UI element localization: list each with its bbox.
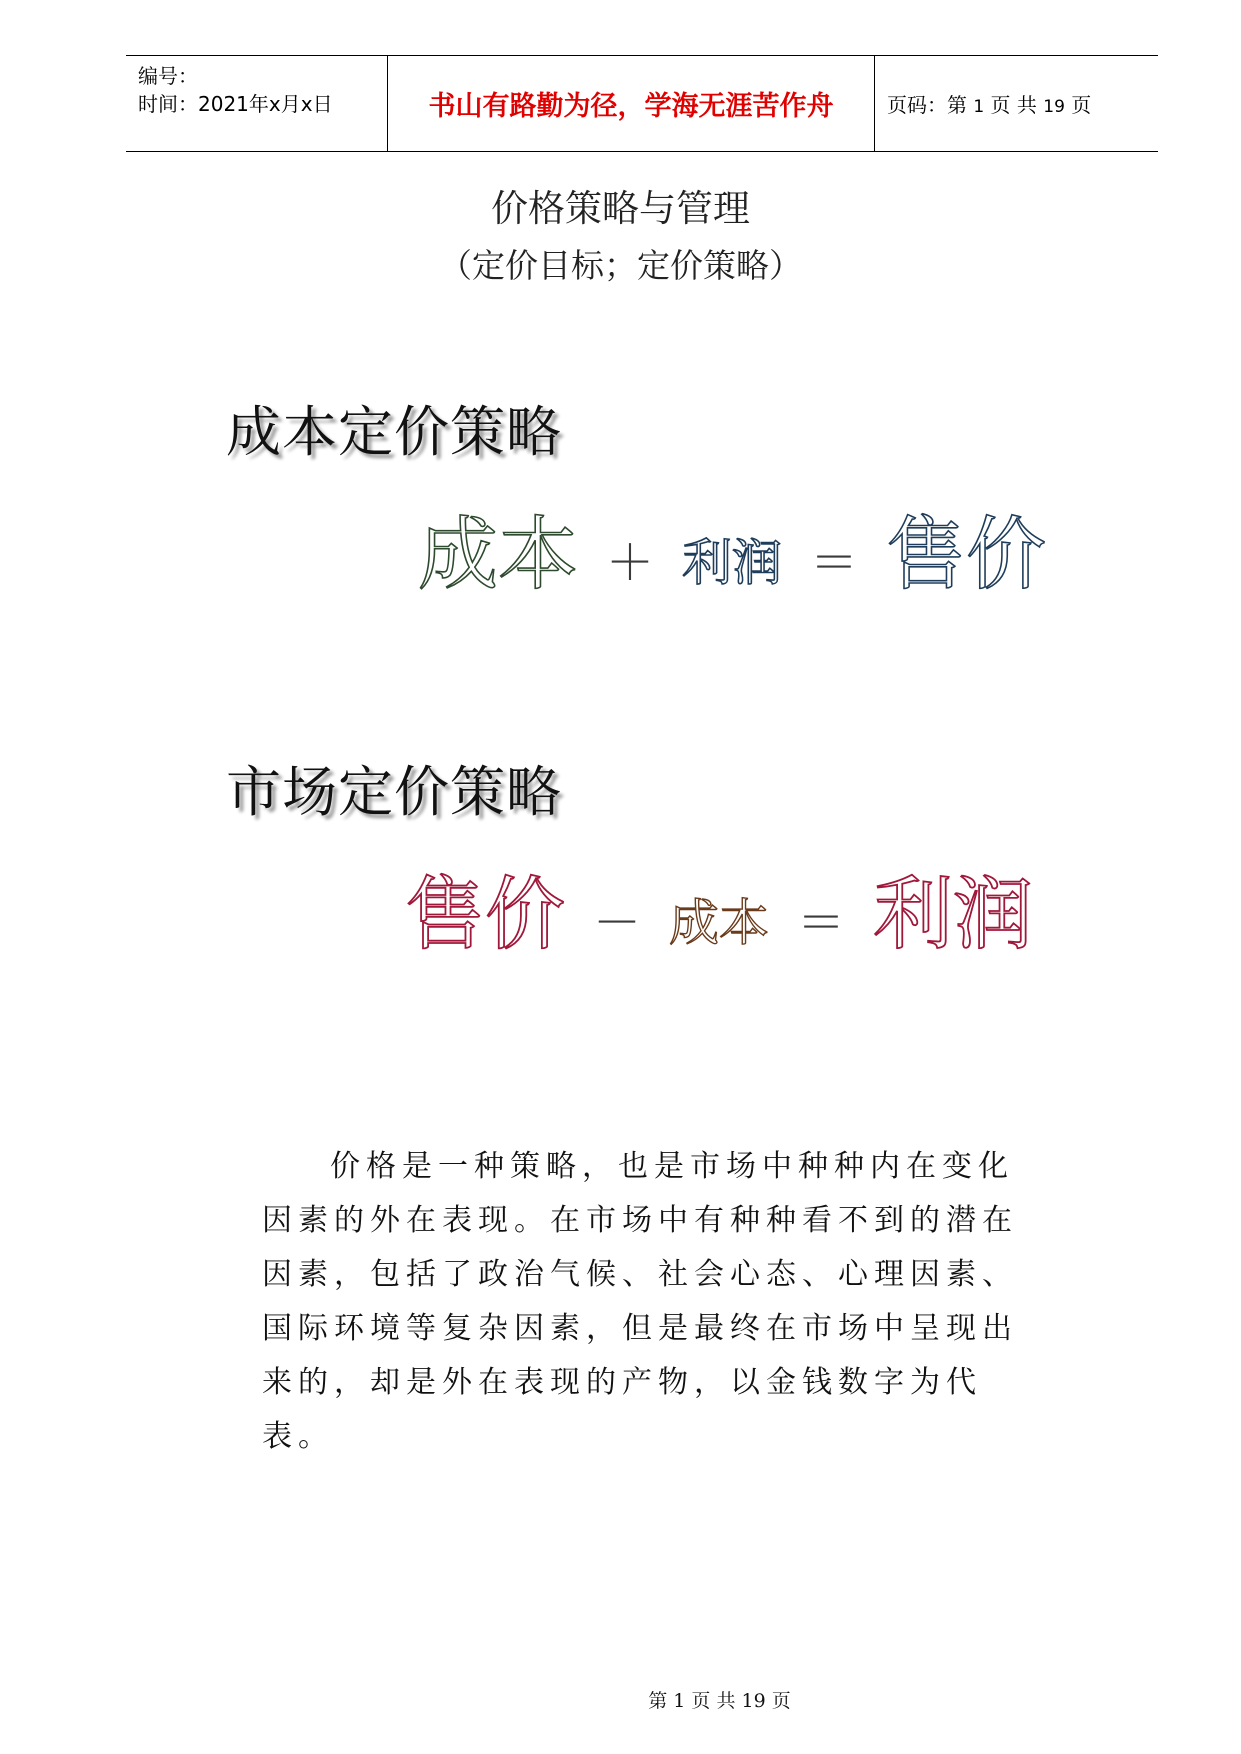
body-paragraph: 价格是一种策略，也是市场中种种内在变化因素的外在表现。在市场中有种种看不到的潜在因素，包括了政治气候、社会心态、心理因素、国际环境等复杂因素，但是最终在市场中呈现出来的，却是外在表现的产物，以金钱数字为代表。 (262, 1149, 1018, 1454)
formula-term: 利润 (682, 534, 783, 592)
section-heading-cost-pricing: 成本定价策略 (226, 400, 563, 464)
page-code (887, 89, 1091, 118)
page-code-total: 19 (1043, 97, 1065, 117)
document-title: 价格策略与管理 (491, 187, 750, 230)
page-code-current: 1 (973, 97, 985, 117)
page-footer: 第 1 页 共 19 页 (648, 1690, 791, 1712)
formula-operator: ＋ (606, 535, 655, 591)
header-left-cell (126, 56, 388, 151)
formula-operator: ＝ (797, 895, 846, 951)
section-heading-market-pricing: 市场定价策略 (226, 760, 563, 824)
motto-text: 书山有路勤为径，学海无涯苦作舟 (428, 91, 834, 122)
page-code-suffix: 页 (1071, 93, 1092, 117)
formula-operator: ＝ (810, 535, 859, 591)
formula-cost-pricing (418, 490, 1046, 605)
formula-result: 售价 (886, 508, 1047, 601)
formula-result: 利润 (873, 868, 1034, 961)
formula-term: 成本 (418, 508, 578, 601)
header-table (126, 55, 1158, 152)
time-label: 时间：2021年x月x日 (138, 92, 333, 116)
header-page-cell (875, 56, 1158, 151)
formula-term: 售价 (405, 868, 565, 961)
document-subtitle: （定价目标；定价策略） (439, 246, 802, 285)
header-motto-cell (388, 56, 875, 151)
formula-term: 成本 (669, 894, 770, 952)
page-code-prefix: 页码：第 (887, 93, 967, 117)
formula-market-pricing (405, 850, 1033, 965)
page-code-middle: 页 共 (990, 93, 1037, 117)
formula-operator: － (593, 895, 642, 951)
number-label: 编号： (138, 64, 198, 88)
